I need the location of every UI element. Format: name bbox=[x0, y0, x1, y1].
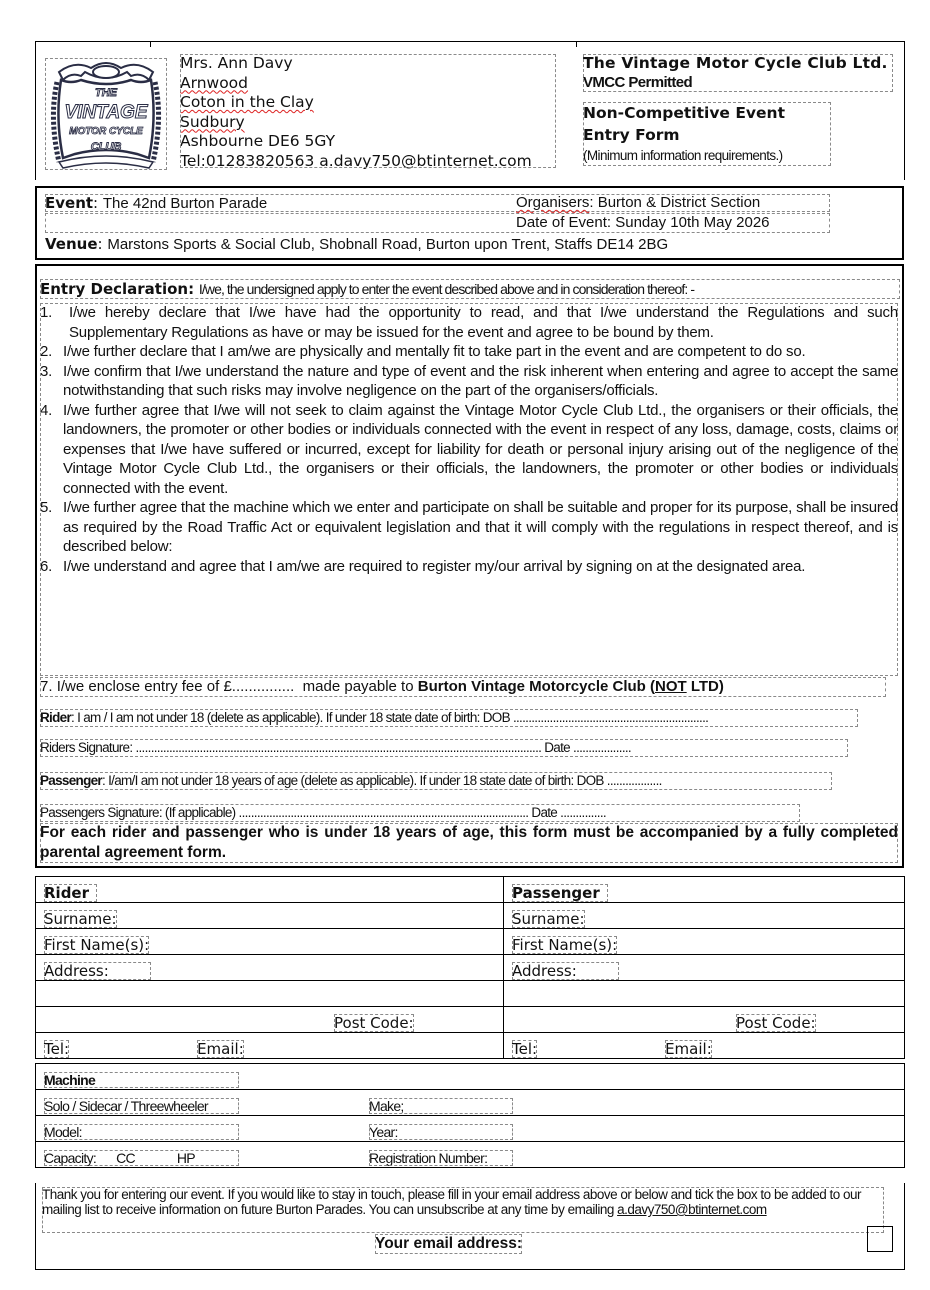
machine-table bbox=[35, 1063, 905, 1168]
event-date-value: Sunday 10th May 2026 bbox=[615, 214, 770, 231]
machine-heading: Machine bbox=[44, 1072, 239, 1088]
item-number: 4. bbox=[40, 401, 53, 419]
rider-surname-label: Surname: bbox=[44, 910, 117, 928]
table-row bbox=[36, 1142, 905, 1168]
passenger-postcode-field[interactable] bbox=[504, 1007, 905, 1033]
table-row bbox=[36, 877, 905, 903]
header-divider bbox=[576, 41, 577, 47]
contact-town-text: Sudbury bbox=[180, 112, 245, 131]
passenger-first-names-field[interactable] bbox=[504, 929, 905, 955]
rider-postcode-label: Post Code: bbox=[334, 1014, 414, 1032]
capacity-registration-field[interactable] bbox=[36, 1142, 905, 1168]
passenger-surname-field[interactable] bbox=[504, 903, 905, 929]
contact-house: Arnwood bbox=[180, 73, 249, 92]
declaration-item bbox=[40, 303, 898, 342]
venue-line: Venue: Marstons Sports & Social Club, Shobnall Road, Burton upon Trent, Staffs DE14 2BG bbox=[45, 235, 669, 253]
machine-type-label[interactable]: Solo / Sidecar / Threewheeler bbox=[44, 1098, 239, 1114]
declaration-item bbox=[40, 362, 898, 401]
item-number: 3. bbox=[40, 362, 53, 380]
not-ltd-emphasis: NOT bbox=[655, 678, 687, 695]
item-number: 6. bbox=[40, 557, 53, 575]
passenger-age-declaration[interactable] bbox=[40, 772, 832, 790]
rider-address-label: Address: bbox=[44, 962, 151, 980]
passenger-address-label: Address: bbox=[512, 962, 619, 980]
table-row bbox=[36, 1090, 905, 1116]
make-label: Make; bbox=[369, 1098, 513, 1114]
permit-label: VMCC Permitted bbox=[583, 74, 693, 91]
declaration-title: Entry Declaration: bbox=[40, 280, 195, 298]
event-date-line bbox=[45, 213, 830, 233]
hp-label: HP bbox=[176, 1150, 195, 1166]
cc-label: CC bbox=[116, 1150, 135, 1166]
form-type-block bbox=[583, 102, 831, 166]
table-row bbox=[36, 903, 905, 929]
declaration-intro: I/we, the undersigned apply to enter the event described above and in consideration thereof: - bbox=[198, 281, 695, 297]
passenger-first-names-label: First Name(s): bbox=[512, 936, 618, 954]
declaration-item bbox=[40, 401, 898, 499]
rider-first-names-label: First Name(s): bbox=[44, 936, 150, 954]
rider-heading-cell bbox=[36, 877, 504, 903]
header-divider bbox=[150, 41, 151, 47]
venue-label: Venue bbox=[45, 235, 98, 253]
logo-text-vintage: VINTAGE bbox=[64, 102, 148, 123]
passenger-address-line-2[interactable] bbox=[504, 981, 905, 1007]
item-number: 5. bbox=[40, 499, 53, 516]
rider-first-names-field[interactable] bbox=[36, 929, 504, 955]
contact-postcode: Ashbourne DE6 5GY bbox=[180, 132, 336, 150]
form-subtitle: Entry Form bbox=[583, 126, 680, 144]
item-text: I/we hereby declare that I/we have had the opportunity to read, and that I/we understand the Regulations and such Supplementary Regulations as have or may be issued for the event and agree to be bound by them. bbox=[69, 304, 898, 341]
table-row bbox=[36, 929, 905, 955]
rider-signature-text: Riders Signature: ..................................................................................................................................... Date ................... bbox=[40, 740, 631, 755]
item-text: I/we understand and agree that I am/we are required to register my/our arrival by signing on at the designated area. bbox=[63, 557, 806, 575]
rider-passenger-table bbox=[35, 876, 905, 1059]
crest-icon bbox=[45, 58, 167, 170]
item-number: 2. bbox=[40, 343, 53, 360]
rider-heading: Rider bbox=[44, 884, 97, 902]
rider-age-text: : I am / I am not under 18 (delete as applicable). If under 18 state date of birth: DOB ................................................................ bbox=[71, 710, 709, 725]
club-name-block bbox=[583, 54, 893, 92]
item-number: 7. bbox=[40, 678, 53, 695]
declaration-item bbox=[40, 557, 898, 577]
model-year-field[interactable] bbox=[36, 1116, 905, 1142]
your-email-label[interactable]: Your email address: bbox=[375, 1235, 523, 1252]
organisers: Organisers: Burton & District Section bbox=[516, 194, 761, 211]
table-row bbox=[36, 955, 905, 981]
event-name: The 42nd Burton Parade bbox=[102, 195, 268, 212]
passenger-heading-cell bbox=[504, 877, 905, 903]
passenger-tel-label: Tel: bbox=[512, 1040, 538, 1058]
capacity-label: Capacity: bbox=[44, 1150, 97, 1166]
table-row bbox=[36, 1007, 905, 1033]
machine-type-make-field[interactable] bbox=[36, 1090, 905, 1116]
rider-label: Rider bbox=[40, 710, 72, 725]
organisers-value: Burton & District Section bbox=[597, 194, 761, 211]
entry-fee-field[interactable]: I/we enclose entry fee of £............... bbox=[56, 678, 295, 695]
contact-town bbox=[180, 113, 556, 133]
passenger-email-label: Email: bbox=[665, 1040, 712, 1058]
passenger-tel-email-field[interactable] bbox=[504, 1033, 905, 1059]
passenger-postcode-label: Post Code: bbox=[736, 1014, 816, 1032]
declaration-list bbox=[40, 303, 898, 676]
contact-village bbox=[180, 93, 556, 113]
table-row bbox=[36, 1033, 905, 1059]
declaration-item bbox=[40, 498, 898, 557]
event-date: Date of Event: Sunday 10th May 2026 bbox=[516, 214, 770, 231]
item-text: I/we confirm that I/we understand the nature and type of event and the risk inherent when entering and agree to accept the same notwithstanding that such risks may involve negligence on the part of the organisers/officials. bbox=[63, 362, 898, 399]
rider-signature-field[interactable] bbox=[40, 739, 848, 757]
table-row bbox=[36, 981, 905, 1007]
form-title: Non-Competitive Event bbox=[583, 104, 785, 122]
mailing-list-message: Thank you for entering our event. If you would like to stay in touch, please fill in your email address above or below and tick the box to be added to our mailing list to receive information on future Burton Parades. You can unsubscribe at any time by emailing bbox=[42, 1187, 862, 1217]
table-row bbox=[36, 1116, 905, 1142]
machine-heading-cell bbox=[36, 1064, 905, 1090]
form-note: (Minimum information requirements.) bbox=[583, 148, 783, 163]
rider-postcode-field[interactable] bbox=[36, 1007, 504, 1033]
rider-tel-label: Tel: bbox=[44, 1040, 70, 1058]
event-date-label: Date of Event bbox=[516, 214, 607, 231]
logo-text-club: CLUB bbox=[90, 141, 122, 153]
capacity-group bbox=[44, 1150, 239, 1166]
passenger-label: Passenger bbox=[40, 773, 102, 788]
rider-email-label: Email: bbox=[197, 1040, 244, 1058]
contact-tel-email: Tel:01283820563 a.davy750@btinternet.com bbox=[180, 151, 532, 170]
club-name: The Vintage Motor Cycle Club Ltd. bbox=[583, 54, 888, 72]
passenger-signature-text: Passengers Signature: (If applicable) ............................................................................................... Date ............... bbox=[40, 805, 606, 820]
item-text: I/we further agree that I/we will not seek to claim against the Vintage Motor Cycle Club Ltd., the organisers or their officials, the landowners, the promoter or other bodies or individuals connected with the event in respect of any loss, damage, costs, claims or expenses that I/we have suffered or incurred, except for liability for death or personal injury arising out of the negligence of the Vintage Motor Cycle Club Ltd., the organisers or their officials, the landowners, the promoter or other bodies or individuals connected with the event. bbox=[63, 401, 898, 497]
contact-name: Mrs. Ann Davy bbox=[180, 54, 293, 72]
logo-text-the: THE bbox=[95, 87, 117, 99]
table-row bbox=[36, 1064, 905, 1090]
declaration-heading bbox=[40, 279, 900, 299]
passenger-address-field[interactable] bbox=[504, 955, 905, 981]
mailing-list-checkbox[interactable] bbox=[867, 1226, 893, 1252]
item-text: I/we further agree that the machine which we enter and participate on shall be suitable and proper for its purpose, shall be insured as required by the Road Traffic Act or equivalent legislation and that it will comply with the regulations in respect thereof, and is described below: bbox=[63, 499, 898, 555]
rider-tel-email-field[interactable] bbox=[36, 1033, 504, 1059]
model-label: Model: bbox=[44, 1124, 239, 1140]
event-label: Event bbox=[45, 194, 94, 212]
payee-name: Burton Vintage Motorcycle Club ( bbox=[417, 678, 655, 695]
payable-text: made payable to bbox=[302, 678, 414, 695]
logo-text-motor-cycle: MOTOR CYCLE bbox=[69, 126, 143, 137]
venue-value: Marstons Sports & Social Club, Shobnall Road, Burton upon Trent, Staffs DE14 2BG bbox=[107, 236, 669, 253]
rider-surname-field[interactable] bbox=[36, 903, 504, 929]
passenger-heading: Passenger bbox=[512, 884, 608, 902]
entry-fee-line bbox=[40, 677, 886, 697]
club-logo bbox=[45, 58, 167, 170]
item-text: I/we further declare that I am/we are physically and mentally fit to take part in the event and are competent to do so. bbox=[63, 343, 806, 360]
rider-address-line-2[interactable] bbox=[36, 981, 504, 1007]
organisers-label: Organisers bbox=[516, 194, 590, 211]
payee-suffix: LTD) bbox=[686, 678, 724, 695]
contact-address bbox=[180, 54, 556, 168]
mailing-list-text bbox=[42, 1187, 884, 1233]
under-18-warning: For each rider and passenger who is under 18 years of age, this form must be accompanied by a fully completed parental agreement form. bbox=[40, 824, 898, 861]
item-number: 1. bbox=[40, 304, 53, 321]
registration-label: Registration Number: bbox=[369, 1150, 513, 1166]
contact-village-text: Coton in the Clay bbox=[180, 93, 314, 111]
rider-address-field[interactable] bbox=[36, 955, 504, 981]
unsubscribe-email-link[interactable]: a.davy750@btinternet.com bbox=[617, 1202, 767, 1217]
passenger-signature-field[interactable] bbox=[40, 804, 800, 822]
event-line: Event: The 42nd Burton Parade Organisers: Burton & District Section bbox=[45, 194, 830, 212]
passenger-age-text: : I/am/I am not under 18 years of age (delete as applicable). If under 18 state date of birth: DOB .................. bbox=[102, 773, 662, 788]
rider-age-declaration[interactable] bbox=[40, 709, 858, 727]
declaration-item bbox=[40, 342, 898, 362]
year-label: Year: bbox=[369, 1124, 513, 1140]
passenger-surname-label: Surname: bbox=[512, 910, 585, 928]
